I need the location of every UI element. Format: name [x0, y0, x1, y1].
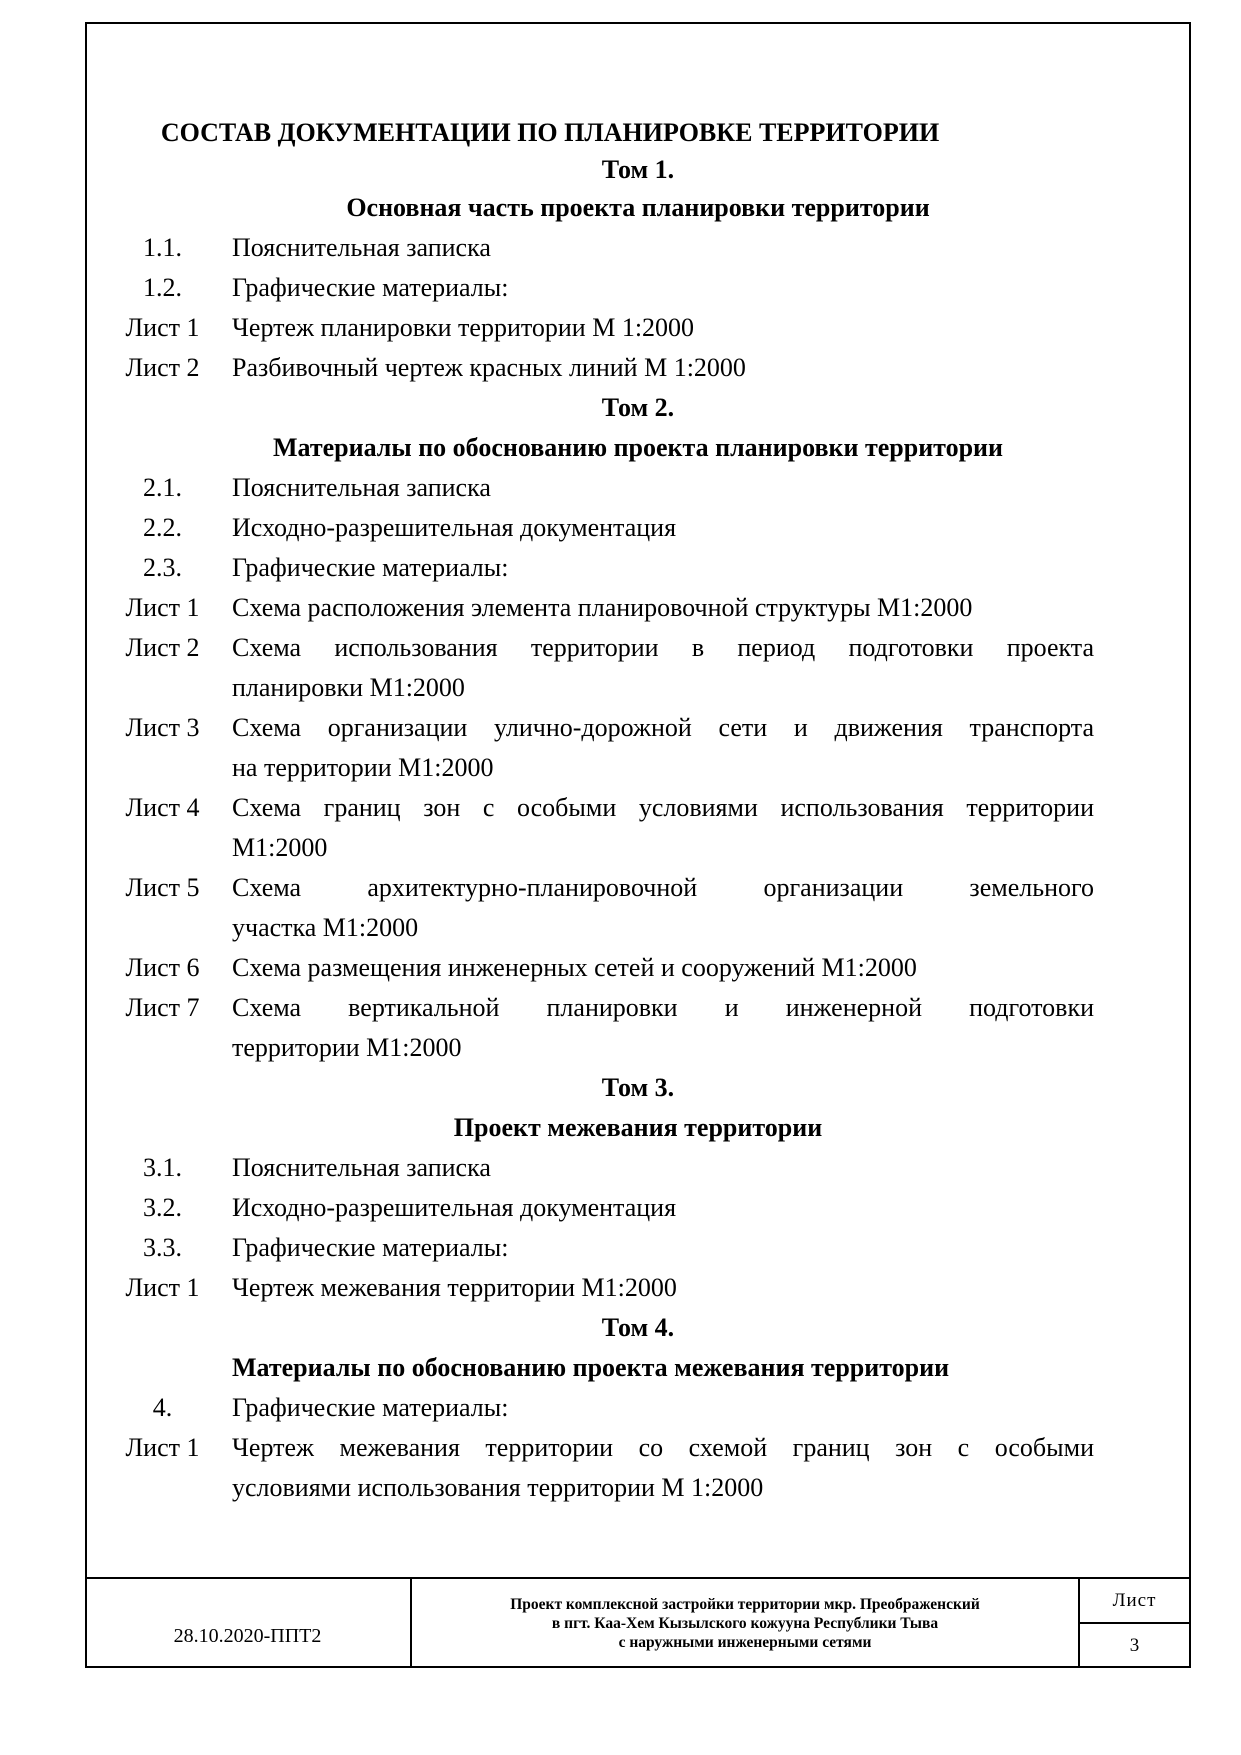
sheet-text: Схема архитектурно-планировочной организации земельного — [232, 873, 1094, 902]
sheet-text-continuation: планировки М1:2000 — [232, 673, 465, 702]
sheet-number: Лист 1 — [125, 1433, 200, 1462]
sheet-text: Схема размещения инженерных сетей и сооружений М1:2000 — [232, 953, 917, 982]
item-text: Пояснительная записка — [232, 473, 491, 502]
sheet-number: Лист 6 — [125, 953, 200, 982]
item-number: 1.2. — [143, 273, 182, 302]
volume-2-heading: Том 2. — [601, 393, 675, 422]
volume-1-subtitle: Основная часть проекта планировки территории — [346, 193, 930, 222]
volume-3-heading: Том 3. — [601, 1073, 675, 1102]
item-text: Пояснительная записка — [232, 1153, 491, 1182]
item-text: Графические материалы: — [232, 1233, 509, 1262]
item-number: 2.2. — [143, 513, 182, 542]
sheet-number: Лист 7 — [125, 993, 200, 1022]
volume-1-heading: Том 1. — [601, 155, 675, 184]
stamp-project-cell — [412, 1579, 1080, 1668]
sheet-text: Чертеж межевания территории со схемой границ зон с особыми — [232, 1433, 1094, 1462]
sheet-text-continuation: М1:2000 — [232, 833, 328, 862]
item-number: 3.3. — [143, 1233, 182, 1262]
item-number: 3.2. — [143, 1193, 182, 1222]
item-text: Графические материалы: — [232, 1393, 509, 1422]
document-code: 28.10.2020-ППТ2 — [173, 1625, 322, 1647]
sheet-text: Разбивочный чертеж красных линий М 1:2000 — [232, 353, 746, 382]
item-number: 4. — [152, 1393, 173, 1422]
item-text: Пояснительная записка — [232, 233, 491, 262]
sheet-text: Чертеж планировки территории М 1:2000 — [232, 313, 695, 342]
item-number: 3.1. — [143, 1153, 182, 1182]
project-name-line: в пгт. Каа-Хем Кызылского кожууна Республики Тыва — [551, 1615, 939, 1632]
item-text: Графические материалы: — [232, 553, 509, 582]
volume-3-subtitle: Проект межевания территории — [453, 1113, 823, 1142]
sheet-text-continuation: участка М1:2000 — [232, 913, 419, 942]
sheet-text-continuation: на территории М1:2000 — [232, 753, 494, 782]
sheet-number: Лист 5 — [125, 873, 200, 902]
project-name — [412, 1595, 1078, 1652]
stamp-code-cell — [85, 1579, 412, 1668]
volume-4-subtitle: Материалы по обоснованию проекта межевания территории — [232, 1353, 950, 1382]
item-text: Исходно-разрешительная документация — [232, 1193, 677, 1222]
title-block — [85, 1577, 1191, 1668]
item-text: Исходно-разрешительная документация — [232, 513, 677, 542]
sheet-number: Лист 2 — [125, 353, 200, 382]
sheet-text-continuation: территории М1:2000 — [232, 1033, 462, 1062]
sheet-number: Лист 1 — [125, 1273, 200, 1302]
sheet-text: Чертеж межевания территории М1:2000 — [232, 1273, 677, 1302]
sheet-text: Схема вертикальной планировки и инженерной подготовки — [232, 993, 1094, 1022]
sheet-text-continuation: условиями использования территории М 1:2000 — [232, 1473, 764, 1502]
item-number: 2.3. — [143, 553, 182, 582]
project-name-line: с наружными инженерными сетями — [618, 1634, 872, 1651]
sheet-number-value: 3 — [1129, 1635, 1140, 1656]
volume-4-heading: Том 4. — [601, 1313, 675, 1342]
stamp-sheet-cell — [1080, 1579, 1189, 1668]
sheet-label: Лист — [1080, 1579, 1189, 1624]
sheet-text: Схема расположения элемента планировочной структуры М1:2000 — [232, 593, 973, 622]
sheet-number: Лист 3 — [125, 713, 200, 742]
volume-2-subtitle: Материалы по обоснованию проекта планировки территории — [272, 433, 1004, 462]
item-number: 1.1. — [143, 233, 182, 262]
project-name-line: Проект комплексной застройки территории мкр. Преображенский — [510, 1596, 980, 1613]
sheet-number: Лист 4 — [125, 793, 200, 822]
item-number: 2.1. — [143, 473, 182, 502]
sheet-number: Лист 1 — [125, 593, 200, 622]
document-title: СОСТАВ ДОКУМЕНТАЦИИ ПО ПЛАНИРОВКЕ ТЕРРИТОРИИ — [160, 118, 940, 147]
sheet-number: Лист 1 — [125, 313, 200, 342]
item-text: Графические материалы: — [232, 273, 509, 302]
sheet-text: Схема организации улично-дорожной сети и движения транспорта — [232, 713, 1094, 742]
sheet-text: Схема границ зон с особыми условиями использования территории — [232, 793, 1094, 822]
sheet-number: Лист 2 — [125, 633, 200, 662]
sheet-text: Схема использования территории в период подготовки проекта — [232, 633, 1094, 662]
